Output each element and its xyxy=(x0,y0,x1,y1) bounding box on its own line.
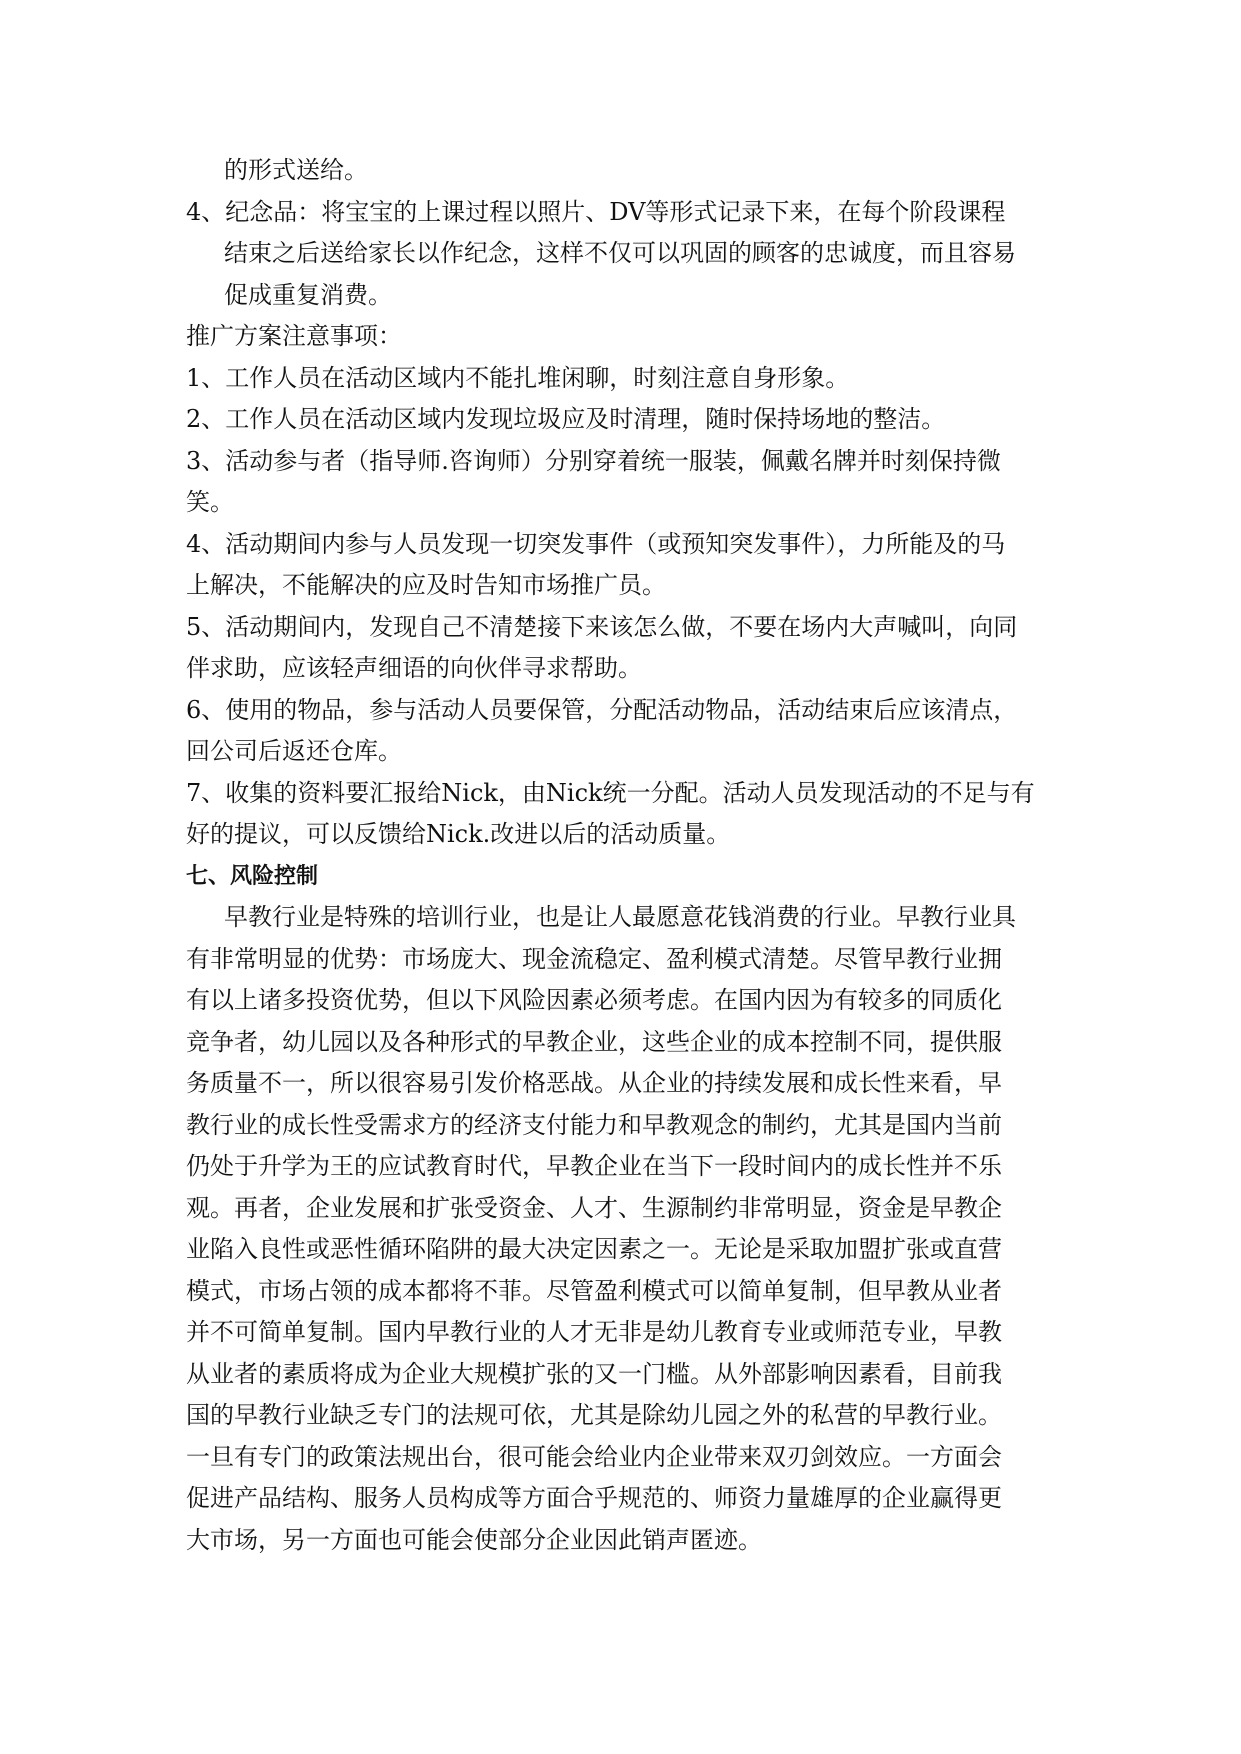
note-item-4: 4、活动期间内参与人员发现一切突发事件（或预知突发事件），力所能及的马 xyxy=(186,529,1006,558)
list-item-4-souvenir: 4、纪念品：将宝宝的上课过程以照片、DV等形式记录下来，在每个阶段课程 xyxy=(186,197,1006,226)
paragraph-line: 并不可简单复制。国内早教行业的人才无非是幼儿教育专业或师范专业，早教 xyxy=(186,1318,1002,1346)
text-line: 上解决，不能解决的应及时告知市场推广员。 xyxy=(186,571,666,599)
paragraph-line: 模式，市场占领的成本都将不菲。尽管盈利模式可以简单复制，但早教从业者 xyxy=(186,1276,1002,1305)
text-line: 好的提议，可以反馈给Nick.改进以后的活动质量。 xyxy=(186,820,731,848)
text-line: 结束之后送给家长以作纪念，这样不仅可以巩固的顾客的忠诚度，而且容易 xyxy=(224,239,1016,267)
notes-title: 推广方案注意事项： xyxy=(186,322,402,350)
document-body xyxy=(186,150,1056,1561)
note-item-6: 6、使用的物品，参与活动人员要保管，分配活动物品，活动结束后应该清点， xyxy=(186,695,1018,724)
text-line: 促成重复消费。 xyxy=(224,280,392,309)
paragraph-line: 仍处于升学为王的应试教育时代，早教企业在当下一段时间内的成长性并不乐 xyxy=(186,1152,1002,1180)
paragraph-line: 大市场，另一方面也可能会使部分企业因此销声匿迹。 xyxy=(186,1525,762,1554)
paragraph-line: 国的早教行业缺乏专门的法规可依，尤其是除幼儿园之外的私营的早教行业。 xyxy=(186,1401,1002,1429)
text-line: 笑。 xyxy=(186,488,234,516)
text-line: 的形式送给。 xyxy=(224,156,368,184)
paragraph-line: 业陷入良性或恶性循环陷阱的最大决定因素之一。无论是采取加盟扩张或直营 xyxy=(186,1235,1002,1263)
note-item-3: 3、活动参与者（指导师.咨询师）分别穿着统一服装，佩戴名牌并时刻保持微 xyxy=(186,446,1001,475)
note-item-5: 5、活动期间内，发现自己不清楚接下来该怎么做，不要在场内大声喊叫，向同 xyxy=(186,612,1018,641)
paragraph-line: 从业者的素质将成为企业大规模扩张的又一门槛。从外部影响因素看，目前我 xyxy=(186,1359,1002,1388)
note-item-1: 1、工作人员在活动区域内不能扎堆闲聊，时刻注意自身形象。 xyxy=(186,363,850,392)
paragraph-line: 教行业的成长性受需求方的经济支付能力和早教观念的制约，尤其是国内当前 xyxy=(186,1110,1002,1139)
note-item-2: 2、工作人员在活动区域内发现垃圾应及时清理，随时保持场地的整洁。 xyxy=(186,405,946,433)
section-heading: 七、风险控制 xyxy=(186,863,319,889)
paragraph-line: 竞争者，幼儿园以及各种形式的早教企业，这些企业的成本控制不同，提供服 xyxy=(186,1027,1002,1056)
paragraph-line: 有非常明显的优势：市场庞大、现金流稳定、盈利模式清楚。尽管早教行业拥 xyxy=(186,944,1002,973)
text-line: 回公司后返还仓库。 xyxy=(186,737,402,765)
note-item-7: 7、收集的资料要汇报给Nick，由Nick统一分配。活动人员发现活动的不足与有 xyxy=(186,778,1035,807)
paragraph-line: 促进产品结构、服务人员构成等方面合乎规范的、师资力量雄厚的企业赢得更 xyxy=(186,1484,1002,1512)
text-line: 伴求助，应该轻声细语的向伙伴寻求帮助。 xyxy=(186,654,642,682)
paragraph-line: 务质量不一，所以很容易引发价格恶战。从企业的持续发展和成长性来看，早 xyxy=(186,1069,1002,1097)
paragraph-line: 有以上诸多投资优势，但以下风险因素必须考虑。在国内因为有较多的同质化 xyxy=(186,986,1002,1014)
paragraph-line: 一旦有专门的政策法规出台，很可能会给业内企业带来双刃剑效应。一方面会 xyxy=(186,1442,1002,1471)
paragraph-line: 早教行业是特殊的培训行业，也是让人最愿意花钱消费的行业。早教行业具 xyxy=(224,903,1016,931)
paragraph-line: 观。再者，企业发展和扩张受资金、人才、生源制约非常明显，资金是早教企 xyxy=(186,1193,1002,1222)
